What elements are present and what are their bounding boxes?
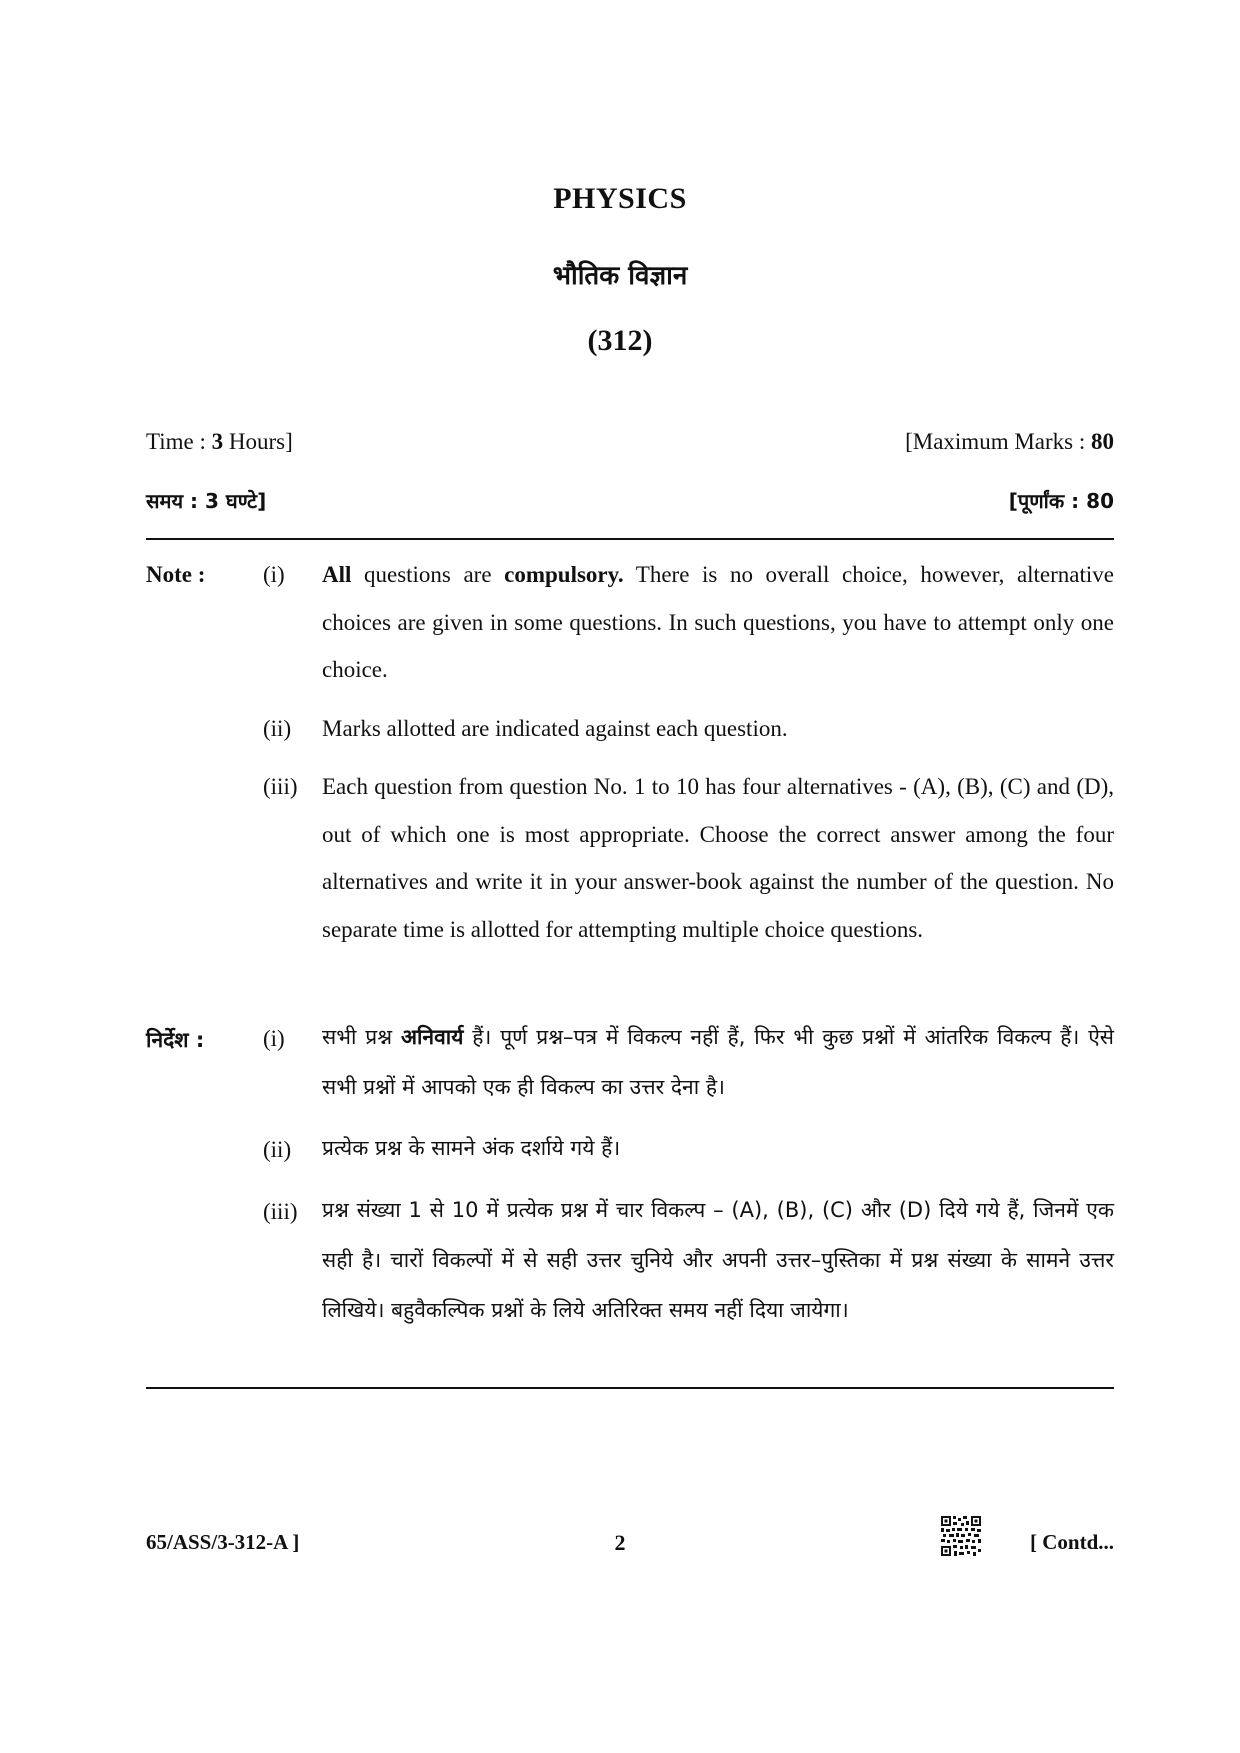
page-number: 2 [614, 1530, 626, 1555]
subject-title-hindi: भौतिक विज्ञान [552, 261, 688, 291]
subject-title: PHYSICS [553, 182, 687, 215]
note-label-hi: निर्देश : [146, 1028, 205, 1052]
note-en-item-2: Marks allotted are indicated against each question. [322, 716, 788, 741]
paper-code: 65/ASS/3-312-A ] [146, 1530, 300, 1554]
note-hi-num-2: (ii) [263, 1137, 292, 1162]
contd-label: [ Contd... [1029, 1530, 1114, 1554]
note-en-num-2: (ii) [263, 716, 292, 741]
bottom-divider [146, 1387, 1114, 1389]
note-hi-item-2: प्रत्येक प्रश्न के सामने अंक दर्शाये गये हैं। [322, 1136, 621, 1160]
marks-hi: [पूर्णांक : 80 [1008, 489, 1114, 513]
note-hi-item-3: प्रश्न संख्या 1 से 10 में प्रत्येक प्रश्न में चार विकल्प – (A), (B), (C) और (D) दिये गये हैं, जिनमें एक सही है। चारों विकल्पों में से सही उत्तर चुनिये और अपनी उत्तर–पुस्तिका में प्रश्न संख्या के सामने उत्तर लिखिये। बहुवैकल्पिक प्रश्नों के लिये अतिरिक्त समय नहीं दिया जायेगा। [322, 1198, 1114, 1322]
marks-en: [Maximum Marks : 80 [905, 429, 1114, 454]
note-en-num-1: (i) [263, 562, 285, 587]
note-hi-num-1: (i) [263, 1026, 285, 1051]
note-en-item-3: Each question from question No. 1 to 10 has four alternatives - (A), (B), (C) and (D), out of which one is most appropriate. Choose the correct answer among the four alternatives and write it in your answer-book against the number of the question. No separate time is allotted for attempting multiple choice questions. [322, 774, 1114, 942]
subject-code: (312) [587, 324, 653, 357]
qr-code-icon [941, 1516, 981, 1556]
note-en-num-3: (iii) [263, 774, 298, 799]
note-hi-num-3: (iii) [263, 1199, 298, 1224]
top-divider [146, 538, 1114, 540]
note-label-en: Note : [146, 562, 206, 587]
time-hi: समय : 3 घण्टे] [146, 489, 267, 513]
note-hi-item-1: सभी प्रश्न अनिवार्य हैं। पूर्ण प्रश्न–पत्र में विकल्प नहीं हैं, फिर भी कुछ प्रश्नों में आंतरिक विकल्प हैं। ऐसे सभी प्रश्नों में आपको एक ही विकल्प का उत्तर देना है। [322, 1025, 1114, 1099]
note-en-item-1: All questions are compulsory. There is no overall choice, however, alternative choices are given in some questions. In such questions, you have to attempt only one choice. [322, 562, 1115, 682]
time-en: Time : 3 Hours] [146, 429, 293, 454]
